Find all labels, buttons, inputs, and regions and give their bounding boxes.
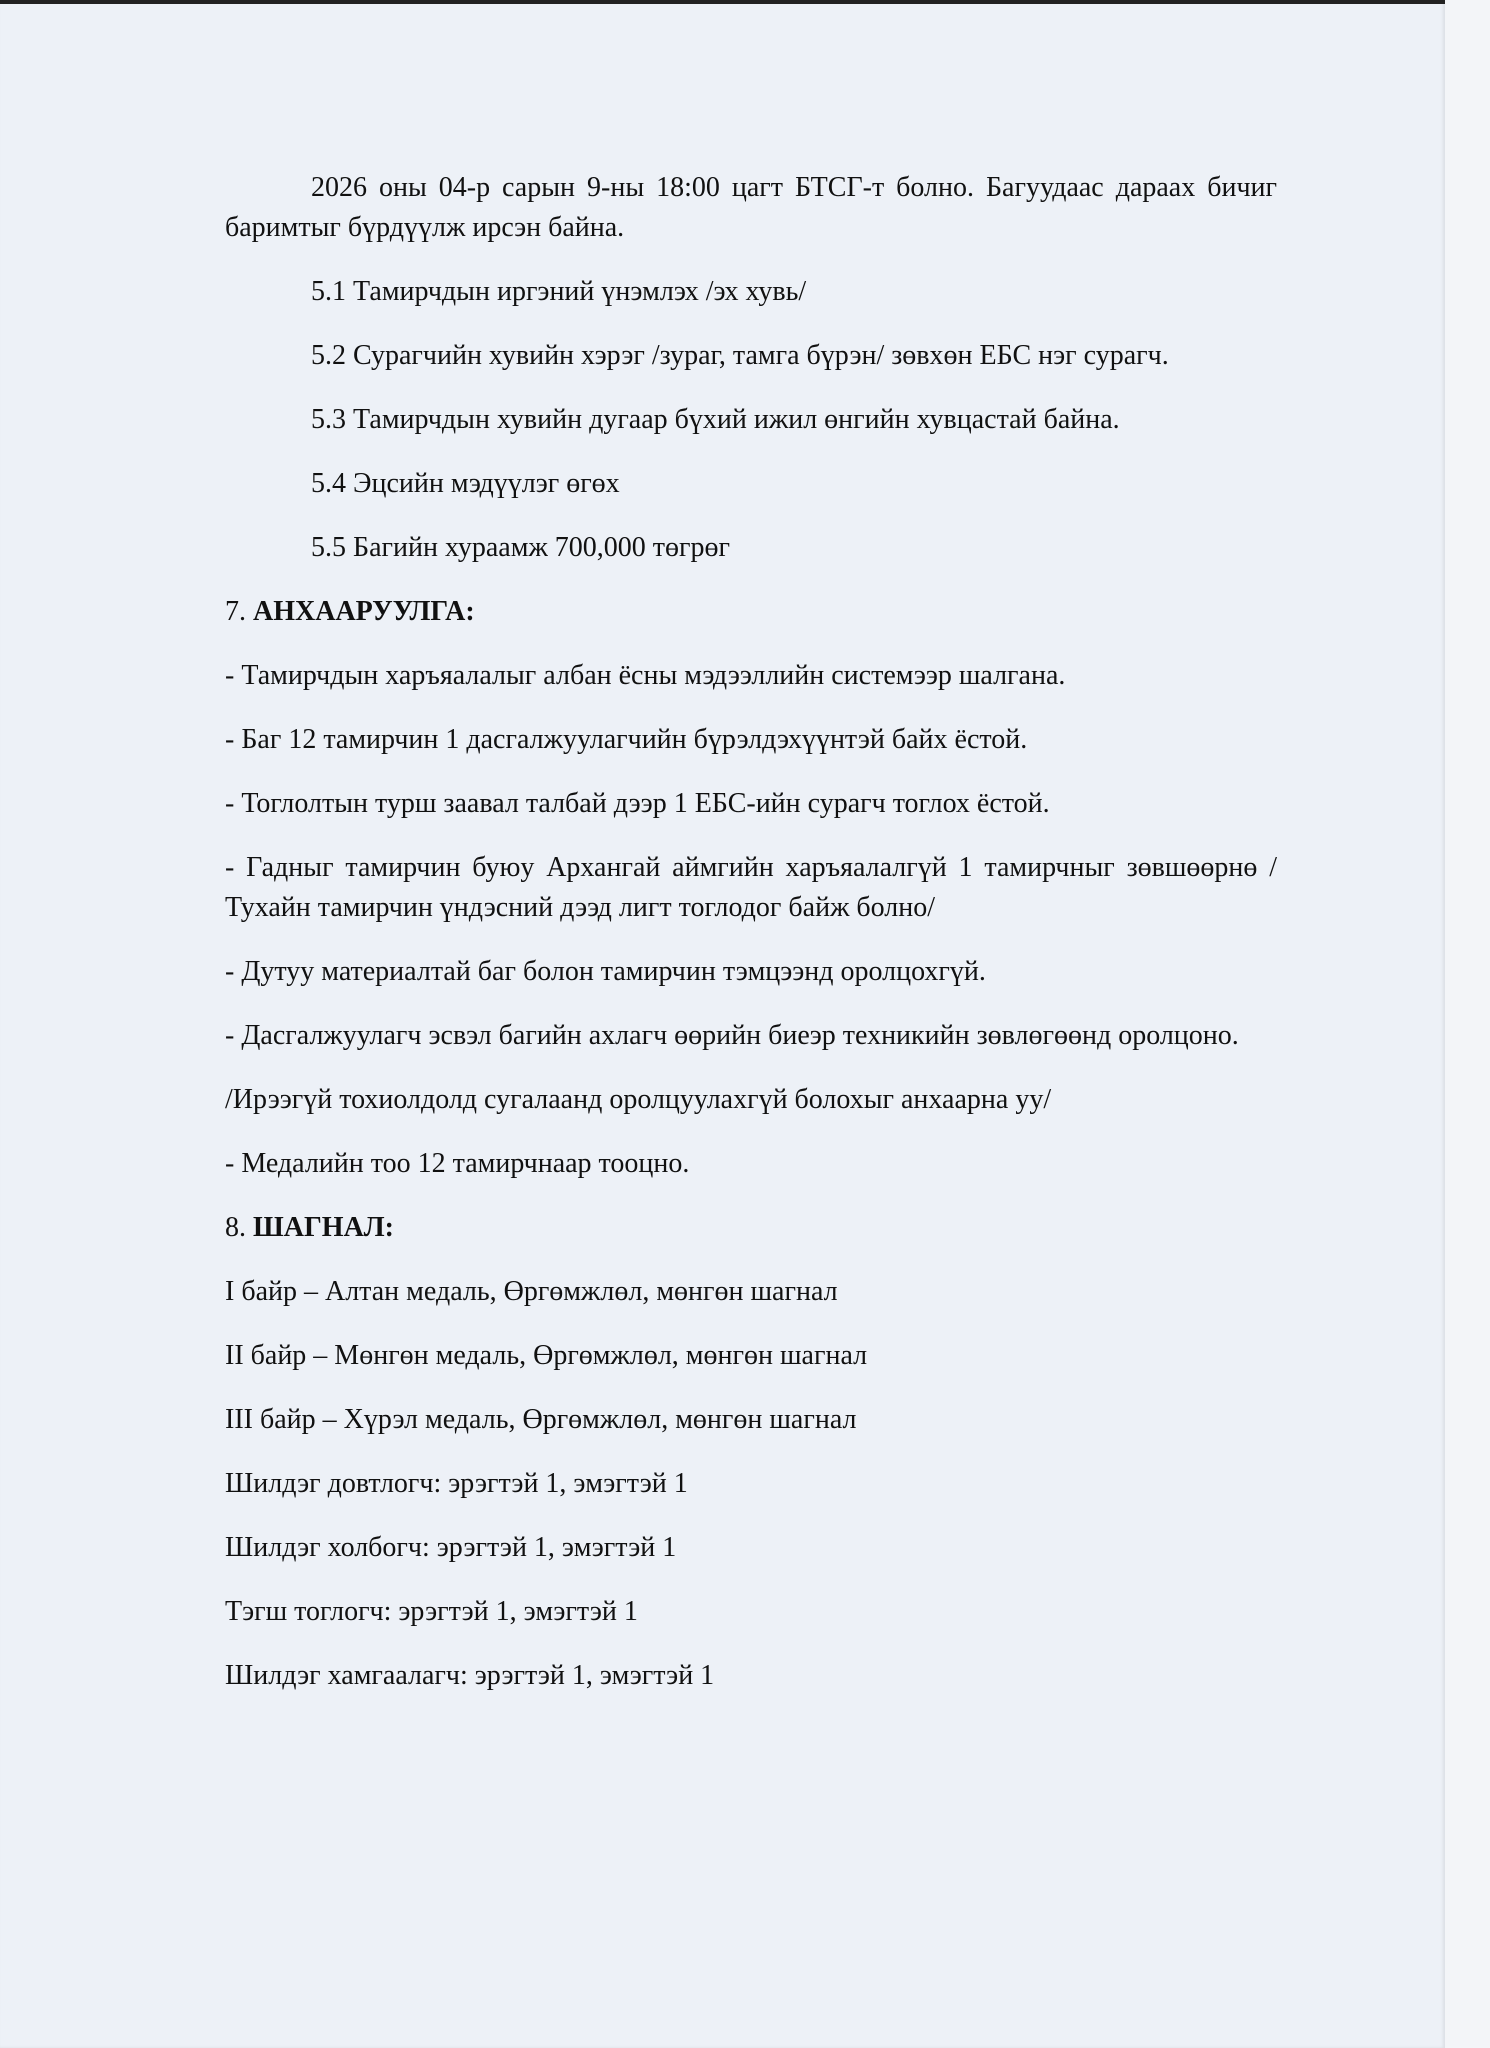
document-item: 5.3 Тамирчдын хувийн дугаар бүхий ижил өнгийн хувцастай байна. bbox=[311, 404, 1120, 435]
scan-margin bbox=[1445, 0, 1490, 2048]
award-item: Тэгш тоглогч: эрэгтэй 1, эмэгтэй 1 bbox=[225, 1596, 638, 1627]
scan-edge bbox=[0, 0, 1445, 4]
document-item: 5.4 Эцсийн мэдүүлэг өгөх bbox=[311, 468, 620, 499]
rule-item: - Медалийн тоо 12 тамирчнаар тооцно. bbox=[225, 1148, 690, 1179]
document-item: 5.2 Сурагчийн хувийн хэрэг /зураг, тамга бүрэн/ зөвхөн ЕБС нэг сурагч. bbox=[311, 340, 1169, 371]
document-item: 5.1 Тамирчдын иргэний үнэмлэх /эх хувь/ bbox=[311, 276, 807, 307]
document-body bbox=[225, 168, 1277, 1720]
document-item: 5.5 Багийн хураамж 700,000 төгрөг bbox=[311, 532, 731, 563]
section-7-heading bbox=[225, 592, 1277, 632]
section-8-number: 8. bbox=[225, 1212, 253, 1243]
rule-item: - Тамирчдын харъяалалыг албан ёсны мэдээллийн системээр шалгана. bbox=[225, 660, 1066, 691]
rule-item: - Тоглолтын турш заавал талбай дээр 1 ЕБС-ийн сурагч тоглох ёстой. bbox=[225, 788, 1050, 819]
rule-item: - Гадныг тамирчин буюу Архангай аймгийн харъяалалгүй 1 тамирчныг зөвшөөрнө /Тухайн тамирчин үндэсний дээд лигт тоглодог байж болно/ bbox=[225, 852, 1277, 923]
rule-item: - Баг 12 тамирчин 1 дасгалжуулагчийн бүрэлдэхүүнтэй байх ёстой. bbox=[225, 724, 1028, 755]
rule-item: - Дутуу материалтай баг болон тамирчин тэмцээнд оролцохгүй. bbox=[225, 956, 986, 987]
award-item: Шилдэг холбогч: эрэгтэй 1, эмэгтэй 1 bbox=[225, 1532, 677, 1563]
section-8-heading bbox=[225, 1208, 1277, 1248]
award-item: Шилдэг хамгаалагч: эрэгтэй 1, эмэгтэй 1 bbox=[225, 1660, 715, 1691]
section-7-title: АНХААРУУЛГА: bbox=[253, 596, 475, 627]
intro-paragraph: 2026 оны 04-р сарын 9-ны 18:00 цагт БТСГ-т болно. Багуудаас дараах бичиг баримтыг бүрдүүлж ирсэн байна. bbox=[225, 172, 1277, 243]
award-item: II байр – Мөнгөн медаль, Өргөмжлөл, мөнгөн шагнал bbox=[225, 1340, 868, 1371]
award-item: Шилдэг довтлогч: эрэгтэй 1, эмэгтэй 1 bbox=[225, 1468, 688, 1499]
award-item: III байр – Хүрэл медаль, Өргөмжлөл, мөнгөн шагнал bbox=[225, 1404, 857, 1435]
rule-item: /Ирээгүй тохиолдолд сугалаанд оролцуулахгүй болохыг анхаарна уу/ bbox=[225, 1084, 1052, 1115]
award-item: I байр – Алтан медаль, Өргөмжлөл, мөнгөн шагнал bbox=[225, 1276, 838, 1307]
section-8-title: ШАГНАЛ: bbox=[253, 1212, 394, 1243]
rule-item: - Дасгалжуулагч эсвэл багийн ахлагч өөрийн биеэр техникийн зөвлөгөөнд оролцоно. bbox=[225, 1020, 1239, 1051]
section-7-number: 7. bbox=[225, 596, 253, 627]
